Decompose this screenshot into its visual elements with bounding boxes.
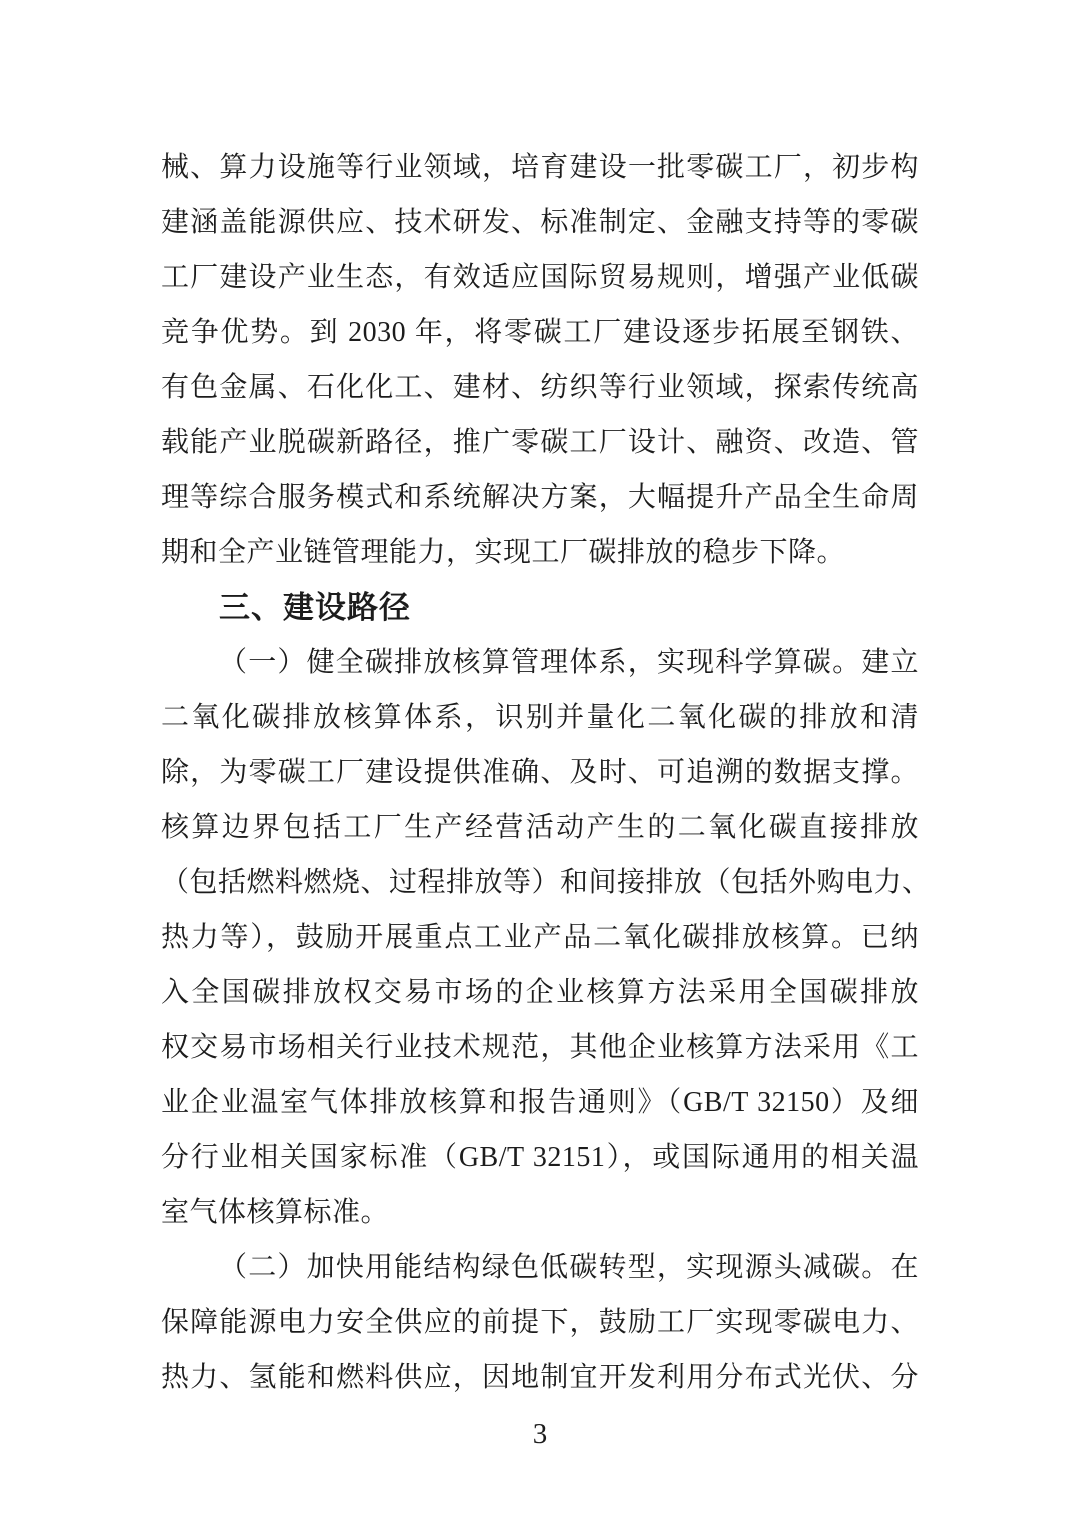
text-line: 有色金属、石化化工、建材、纺织等行业领域，探索传统高 <box>161 372 919 403</box>
text-line: （二）加快用能结构绿色低碳转型，实现源头减碳。在 <box>219 1252 919 1283</box>
text-line: 热力等），鼓励开展重点工业产品二氧化碳排放核算。已纳 <box>161 922 919 953</box>
section-heading: 三、建设路径 <box>219 590 411 625</box>
text-line: 业企业温室气体排放核算和报告通则》（GB/T 32150）及细 <box>161 1087 919 1118</box>
text-line: 热力、氢能和燃料供应，因地制宜开发利用分布式光伏、分 <box>161 1362 919 1393</box>
text-line: 期和全产业链管理能力，实现工厂碳排放的稳步下降。 <box>161 537 846 568</box>
text-line: 竞争优势。到 2030 年，将零碳工厂建设逐步拓展至钢铁、 <box>161 317 919 348</box>
text-line: 理等综合服务模式和系统解决方案，大幅提升产品全生命周 <box>161 482 919 513</box>
text-line: 除，为零碳工厂建设提供准确、及时、可追溯的数据支撑。 <box>161 757 919 788</box>
text-line: 二氧化碳排放核算体系，识别并量化二氧化碳的排放和清 <box>161 702 919 733</box>
text-line: 载能产业脱碳新路径，推广零碳工厂设计、融资、改造、管 <box>161 427 919 458</box>
text-line: 保障能源电力安全供应的前提下，鼓励工厂实现零碳电力、 <box>161 1307 919 1338</box>
text-line: 室气体核算标准。 <box>161 1197 390 1228</box>
text-line: 械、算力设施等行业领域，培育建设一批零碳工厂，初步构 <box>161 152 919 183</box>
text-line: 工厂建设产业生态，有效适应国际贸易规则，增强产业低碳 <box>161 262 919 293</box>
document-body <box>161 140 931 1405</box>
text-line: 权交易市场相关行业技术规范，其他企业核算方法采用《工 <box>161 1032 919 1063</box>
text-line: 分行业相关国家标准（GB/T 32151），或国际通用的相关温 <box>161 1142 919 1173</box>
text-line: （一）健全碳排放核算管理体系，实现科学算碳。建立 <box>219 647 919 678</box>
text-line: （包括燃料燃烧、过程排放等）和间接排放（包括外购电力、 <box>161 867 931 898</box>
page-number: 3 <box>532 1418 548 1450</box>
text-line: 入全国碳排放权交易市场的企业核算方法采用全国碳排放 <box>161 977 919 1008</box>
text-line: 建涵盖能源供应、技术研发、标准制定、金融支持等的零碳 <box>161 207 919 238</box>
text-line: 核算边界包括工厂生产经营活动产生的二氧化碳直接排放 <box>161 812 919 843</box>
